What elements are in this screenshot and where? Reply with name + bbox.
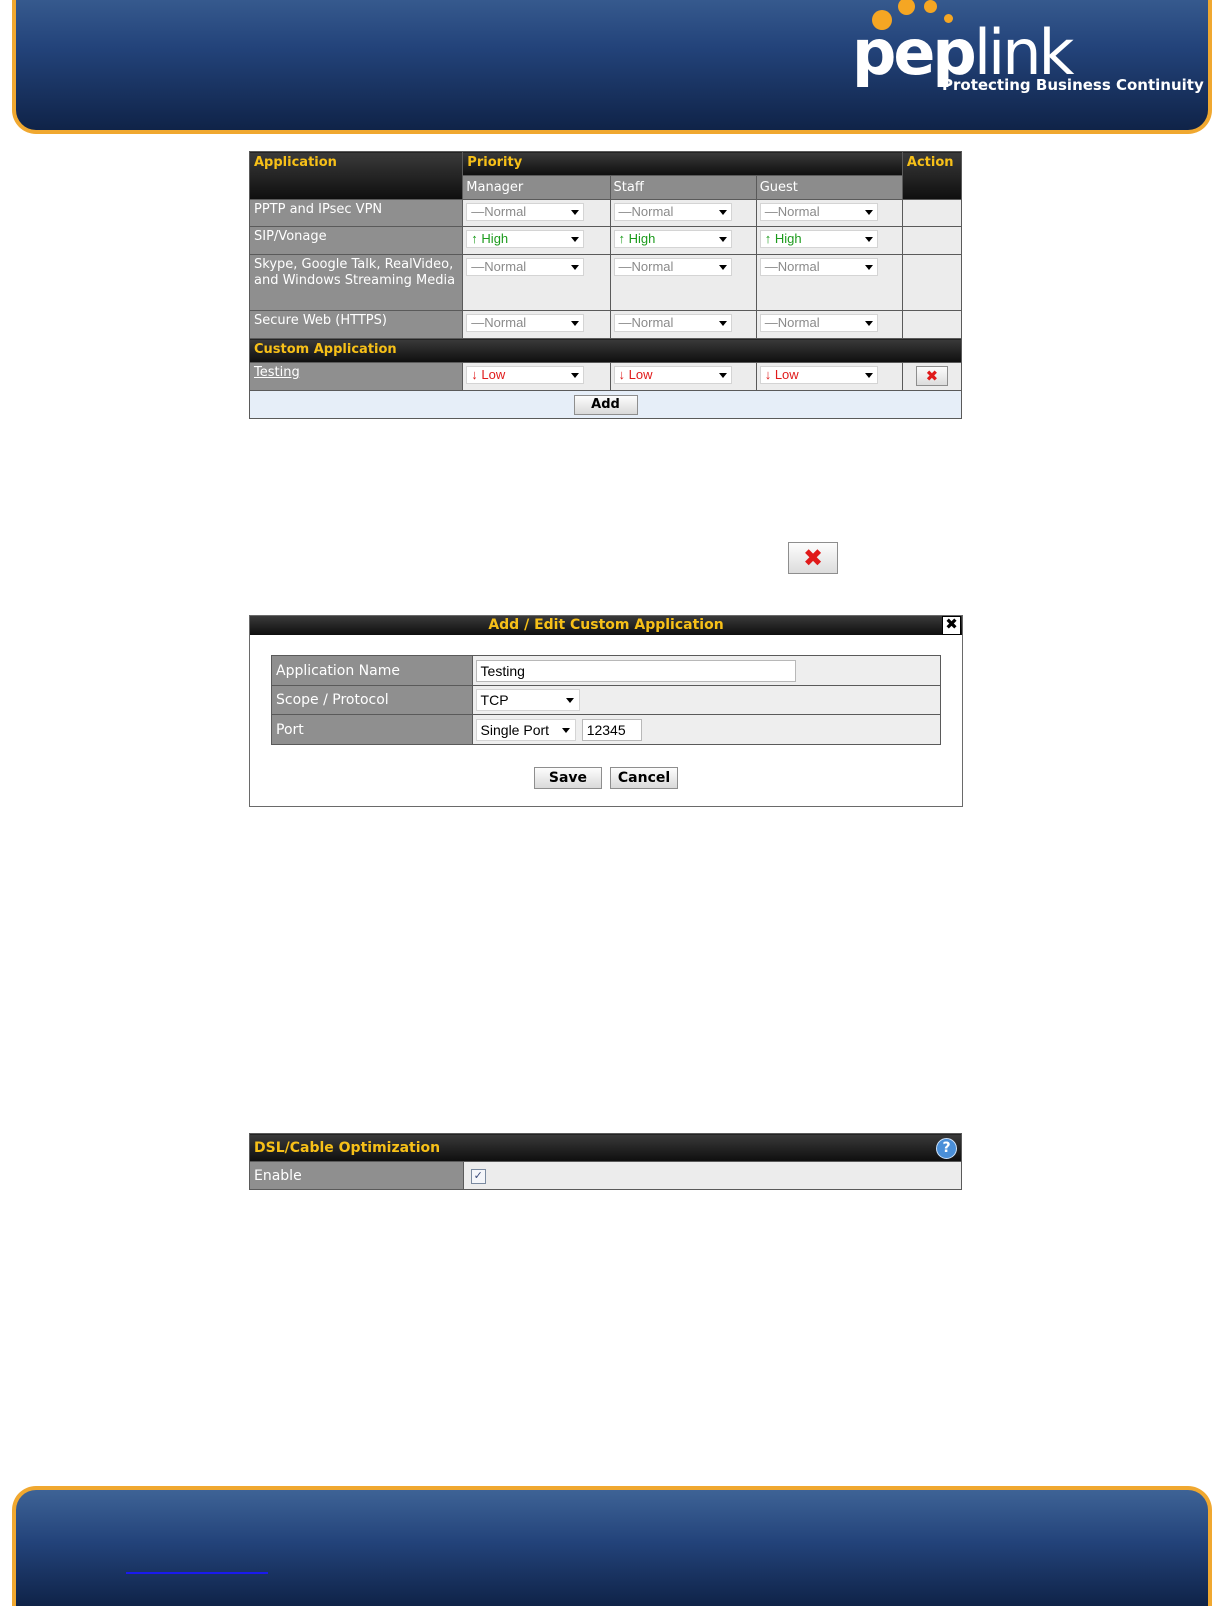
close-icon[interactable]: ✖ [942,616,961,635]
priority-select[interactable]: —Normal [466,314,584,332]
priority-select[interactable]: ↓ Low [614,366,732,384]
chevron-down-icon [719,210,727,215]
scope-protocol-label: Scope / Protocol [272,686,473,715]
priority-select[interactable]: ↓ Low [466,366,584,384]
table-row [250,200,962,227]
application-name: Skype, Google Talk, RealVideo, and Windows Streaming Media [250,255,463,311]
port-type-select[interactable]: Single Port [476,719,576,741]
dsl-optimization-table [249,1133,962,1190]
application-name-label: Application Name [272,656,473,686]
chevron-down-icon [566,698,574,703]
action-cell [902,255,961,311]
priority-select[interactable]: ↑ High [614,230,732,248]
application-name: SIP/Vonage [250,227,463,255]
column-header-priority: Priority [463,152,903,176]
application-name: Secure Web (HTTPS) [250,311,463,339]
table-row [250,363,962,391]
protocol-select[interactable]: TCP [476,689,580,711]
save-button[interactable]: Save [534,767,602,789]
enable-label: Enable [250,1162,464,1190]
port-label: Port [272,715,473,745]
priority-select[interactable]: —Normal [614,258,732,276]
priority-select[interactable]: ↑ High [466,230,584,248]
help-icon[interactable]: ? [936,1138,957,1159]
delete-button[interactable]: ✖ [916,366,948,386]
priority-select[interactable]: ↑ High [760,230,878,248]
priority-select[interactable]: —Normal [466,203,584,221]
chevron-down-icon [719,265,727,270]
priority-select[interactable]: —Normal [614,203,732,221]
dialog-title: Add / Edit Custom Application [488,617,724,633]
chevron-down-icon [571,265,579,270]
table-row [250,227,962,255]
delete-icon: ✖ [788,542,838,574]
priority-select[interactable]: —Normal [760,203,878,221]
chevron-down-icon [865,321,873,326]
chevron-down-icon [571,373,579,378]
footer-link-underline [126,1572,268,1574]
cancel-button[interactable]: Cancel [610,767,678,789]
column-header-guest: Guest [756,176,902,200]
priority-select[interactable]: —Normal [760,258,878,276]
column-header-staff: Staff [610,176,756,200]
chevron-down-icon [571,210,579,215]
dialog-actions [250,767,962,789]
chevron-down-icon [571,321,579,326]
action-cell [902,200,961,227]
priority-select[interactable]: —Normal [614,314,732,332]
custom-application-link[interactable]: Testing [254,365,300,380]
table-row [250,255,962,311]
chevron-down-icon [719,373,727,378]
chevron-down-icon [865,237,873,242]
chevron-down-icon [571,237,579,242]
priority-select[interactable]: ↓ Low [760,366,878,384]
add-button[interactable]: Add [574,395,638,415]
header-banner [12,0,1212,134]
application-name-input[interactable]: Testing [476,660,796,682]
peplink-logo [852,0,1204,102]
enable-checkbox[interactable]: ✓ [471,1169,486,1184]
dialog-form [271,655,941,745]
action-cell [902,311,961,339]
add-row [250,391,962,419]
dsl-section-header [250,1134,962,1162]
priority-table [249,151,962,419]
column-header-manager: Manager [463,176,610,200]
chevron-down-icon [865,265,873,270]
logo-wordmark: peplink [852,16,1072,89]
chevron-down-icon [865,210,873,215]
custom-application-header: Custom Application [250,339,962,363]
chevron-down-icon [562,728,570,733]
chevron-down-icon [719,321,727,326]
table-row [250,311,962,339]
chevron-down-icon [719,237,727,242]
custom-application-dialog [249,615,963,807]
chevron-down-icon [865,373,873,378]
column-header-application: Application [250,152,463,200]
logo-tagline: Protecting Business Continuity [942,76,1204,94]
action-cell [902,227,961,255]
application-name: PPTP and IPsec VPN [250,200,463,227]
logo-dot [898,0,915,15]
priority-select[interactable]: —Normal [466,258,584,276]
column-header-action: Action [902,152,961,200]
priority-select[interactable]: —Normal [760,314,878,332]
dsl-title: DSL/Cable Optimization [254,1139,441,1156]
custom-application-name [250,363,463,391]
logo-dot [924,0,937,13]
dialog-title-bar [250,616,962,635]
footer-banner [12,1486,1212,1606]
port-input[interactable]: 12345 [582,719,642,741]
